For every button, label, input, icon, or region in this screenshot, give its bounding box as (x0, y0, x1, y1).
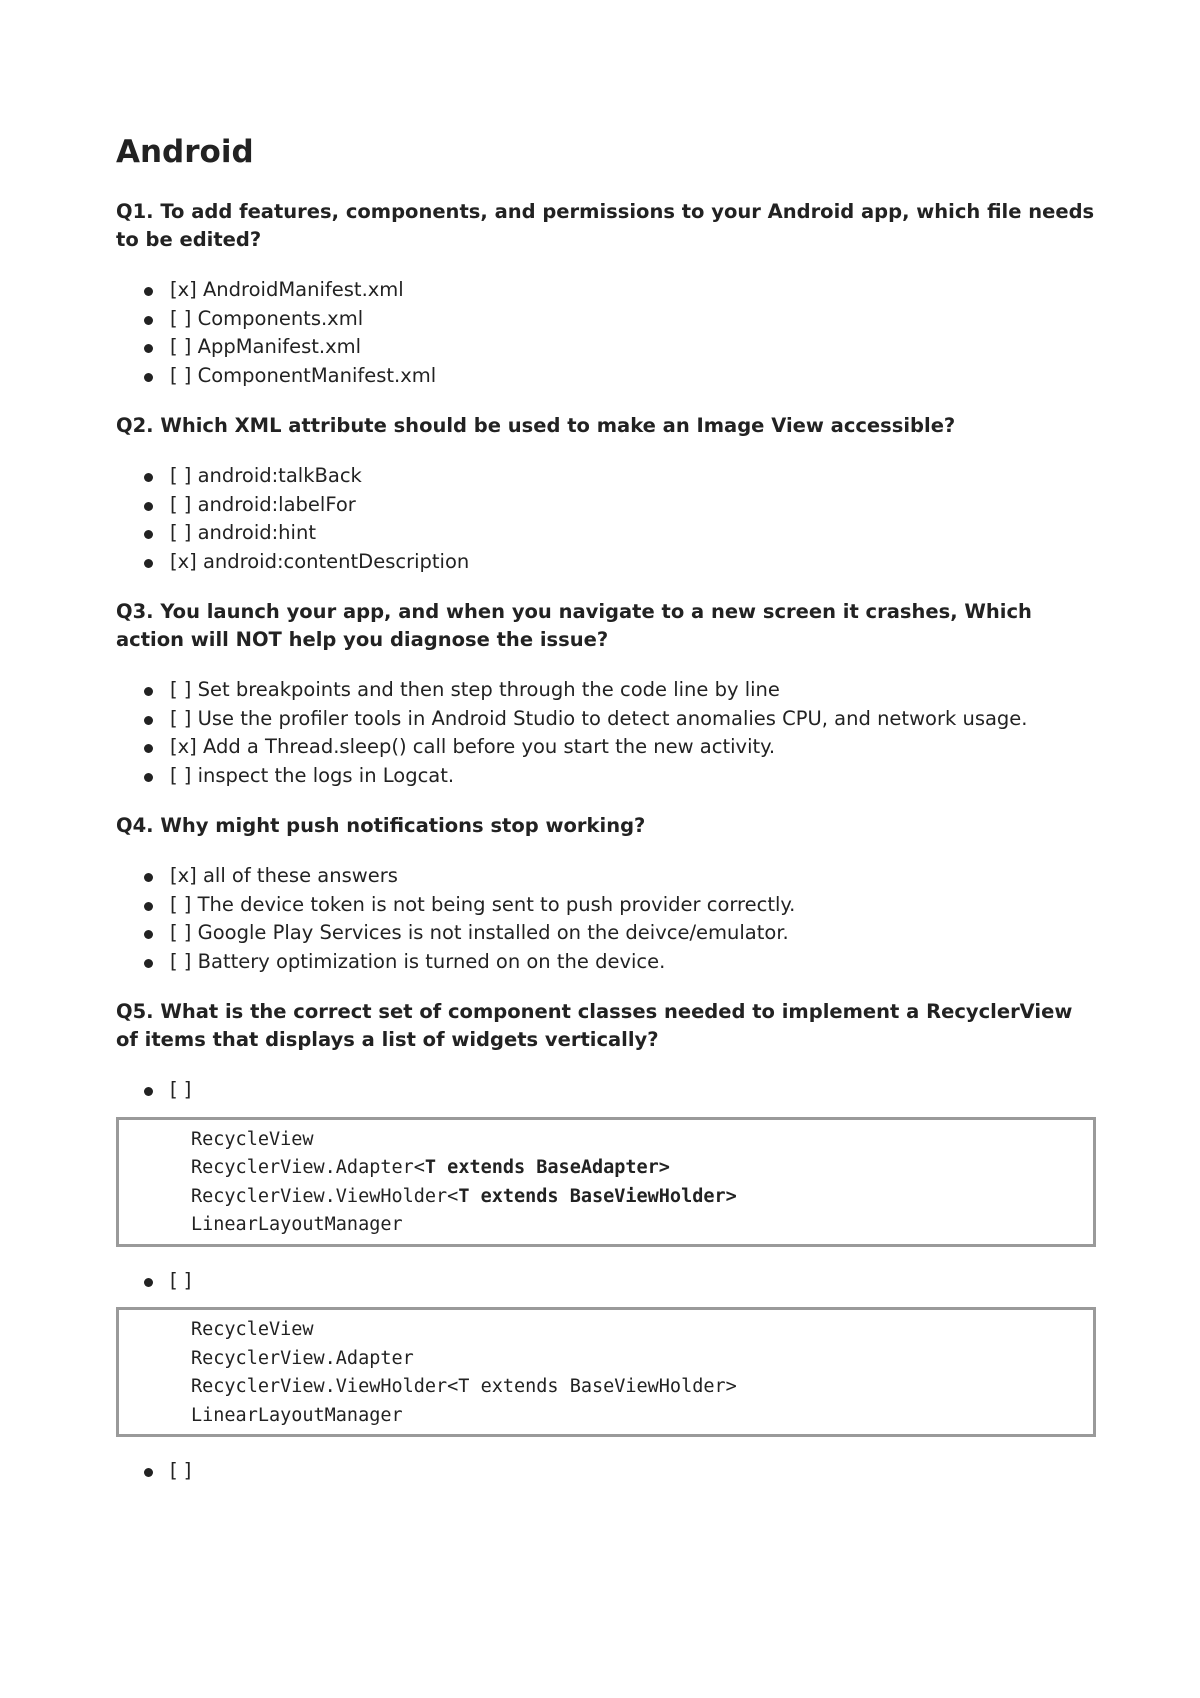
option-item: [ ] ComponentManifest.xml (170, 362, 1096, 391)
code-line-bold: T extends BaseAdapter> (424, 1157, 670, 1179)
code-line-bold: T extends BaseViewHolder> (458, 1185, 737, 1207)
option-item: [x] all of these answers (170, 862, 1096, 891)
option-item: [ ] android:hint (170, 519, 1096, 548)
page-title: Android (116, 134, 254, 170)
code-line: LinearLayoutManager (191, 1214, 403, 1236)
option-item: [ ] inspect the logs in Logcat. (170, 762, 1096, 791)
option-item: [ ] android:talkBack (170, 462, 1096, 491)
code-line: RecyclerView.ViewHolder< (191, 1185, 459, 1207)
question-5: Q5. What is the correct set of component classes needed to implement a RecyclerView of items that displays a list of widgets vertically? (116, 1000, 1073, 1052)
document-page (116, 132, 1096, 1508)
option-item: [ ] Battery optimization is turned on on the device. (170, 948, 1096, 977)
code-line: RecycleView (191, 1128, 314, 1150)
option-item: [ ] (170, 1076, 1096, 1105)
code-line: LinearLayoutManager (191, 1404, 403, 1426)
question-1: Q1. To add features, components, and permissions to your Android app, which file needs to be edited? (116, 200, 1095, 252)
option-item: [ ] (170, 1267, 1096, 1296)
option-item: [ ] Google Play Services is not installed on the deivce/emulator. (170, 919, 1096, 948)
question-4-options (116, 862, 1096, 976)
question-5-option-c (116, 1457, 1096, 1486)
code-block-b (116, 1307, 1096, 1437)
option-item: [ ] AppManifest.xml (170, 333, 1096, 362)
question-3-options (116, 676, 1096, 790)
question-5-option-b (116, 1267, 1096, 1296)
question-4: Q4. Why might push notifications stop working? (116, 814, 646, 838)
code-line: RecyclerView.ViewHolder<T extends BaseViewHolder> (191, 1376, 737, 1398)
question-5-option-a (116, 1076, 1096, 1105)
option-item: [ ] Use the profiler tools in Android Studio to detect anomalies CPU, and network usage. (170, 705, 1096, 734)
option-item: [ ] (170, 1457, 1096, 1486)
question-1-options (116, 276, 1096, 390)
code-line: RecyclerView.Adapter (191, 1347, 414, 1369)
question-3: Q3. You launch your app, and when you navigate to a new screen it crashes, Which action will NOT help you diagnose the issue? (116, 600, 1032, 652)
code-block-a (116, 1117, 1096, 1247)
option-item: [ ] Set breakpoints and then step through the code line by line (170, 676, 1096, 705)
option-item: [ ] Components.xml (170, 305, 1096, 334)
code-line: RecyclerView.Adapter< (191, 1157, 425, 1179)
option-item: [ ] The device token is not being sent to push provider correctly. (170, 891, 1096, 920)
option-item: [x] Add a Thread.sleep() call before you start the new activity. (170, 733, 1096, 762)
option-item: [ ] android:labelFor (170, 491, 1096, 520)
code-line: RecycleView (191, 1319, 314, 1341)
question-2-options (116, 462, 1096, 576)
option-item: [x] AndroidManifest.xml (170, 276, 1096, 305)
question-2: Q2. Which XML attribute should be used to make an Image View accessible? (116, 414, 956, 438)
option-item: [x] android:contentDescription (170, 548, 1096, 577)
